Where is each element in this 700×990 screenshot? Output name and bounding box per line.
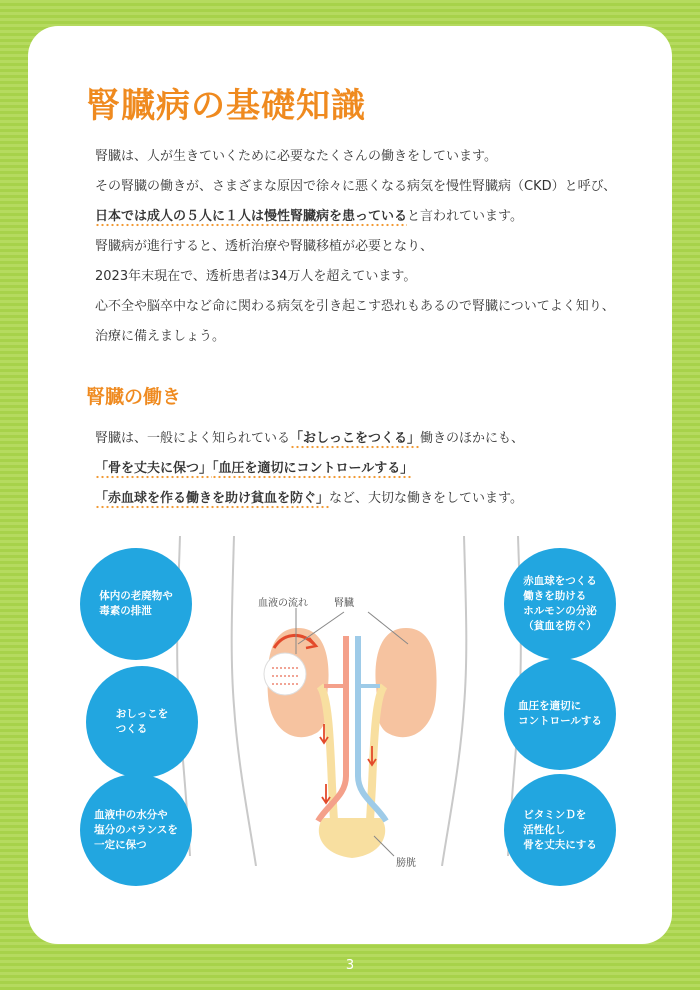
function-circle-waste: [80, 548, 192, 660]
intro-text-rest: と言われています。: [407, 209, 523, 224]
function-text: [95, 424, 665, 514]
intro-line: 心不全や脳卒中など命に関わる病気を引き起こす恐れもあるので腎臓についてよく知り、: [95, 299, 615, 314]
bladder-icon: [319, 818, 385, 858]
function-circle-blood-pressure: [504, 658, 616, 770]
intro-line: 腎臓病が進行すると、透析治療や腎臓移植が必要となり、: [95, 239, 434, 254]
function-circle-text: 体内の老廃物や 毒素の排泄: [99, 590, 173, 617]
kidney-diagram: [28, 536, 672, 869]
function-circle-text: ビタミンＤを 活性化し 骨を丈夫にする: [523, 808, 597, 851]
function-line: [95, 454, 665, 484]
function-circle-hormone: [504, 548, 616, 660]
body-outline-right-inner: [442, 536, 466, 866]
page-title: 腎臓病の基礎知識: [86, 86, 366, 126]
function-circle-text: 赤血球をつくる 働きを助ける ホルモンの分泌 （貧血を防ぐ）: [523, 575, 597, 632]
function-circle-urine: [86, 666, 198, 778]
function-highlight: 「おしっこをつくる」: [290, 431, 420, 449]
section-title: 腎臓の働き: [86, 386, 182, 408]
kidney-right-icon: [375, 628, 436, 737]
function-highlight: 「血圧を適切にコントロールする」: [212, 461, 413, 479]
glomerulus-icon: [264, 653, 306, 695]
function-line: [95, 424, 665, 454]
function-highlight: 「赤血球を作る働きを助け貧血を防ぐ」: [95, 491, 329, 509]
kidney-label: 腎臓: [334, 598, 354, 609]
function-line: [95, 484, 665, 514]
function-text-part: 腎臓は、一般によく知られている: [95, 431, 291, 446]
function-circle-vitamin-d: [504, 774, 616, 886]
function-circle-balance: [80, 774, 192, 886]
intro-line: 腎臓は、人が生きていくために必要なたくさんの働きをしています。: [95, 149, 497, 164]
function-circle-text: 血液中の水分や 塩分のバランスを 一定に保つ: [94, 808, 178, 851]
function-text-part: 働きのほかにも、: [420, 431, 525, 446]
intro-line: その腎臓の働きが、さまざまな原因で徐々に悪くなる病気を慢性腎臓病（CKD）と呼び、: [95, 179, 617, 194]
intro-line: 治療に備えましょう。: [95, 329, 226, 344]
intro-line: [95, 202, 655, 232]
page-number: 3: [345, 958, 355, 973]
bladder-label: 膀胱: [396, 858, 416, 869]
function-circle-text: おしっこを つくる: [115, 708, 169, 735]
blood-flow-label: 血液の流れ: [258, 598, 308, 609]
page-sheet: [28, 26, 672, 944]
ckd-highlight: 日本では成人の５人に１人は慢性腎臓病を患っている: [95, 209, 407, 227]
label-line-kidney-left: [298, 612, 344, 644]
intro-line: 2023年末現在で、透析患者は34万人を超えています。: [95, 269, 417, 284]
body-outline-left-inner: [232, 536, 256, 866]
intro-text: [95, 142, 655, 352]
function-text-part: など、大切な働きをしています。: [329, 491, 523, 506]
function-highlight: 「骨を丈夫に保つ」: [95, 461, 212, 479]
function-circle-text: 血圧を適切に コントロールする: [518, 700, 602, 727]
